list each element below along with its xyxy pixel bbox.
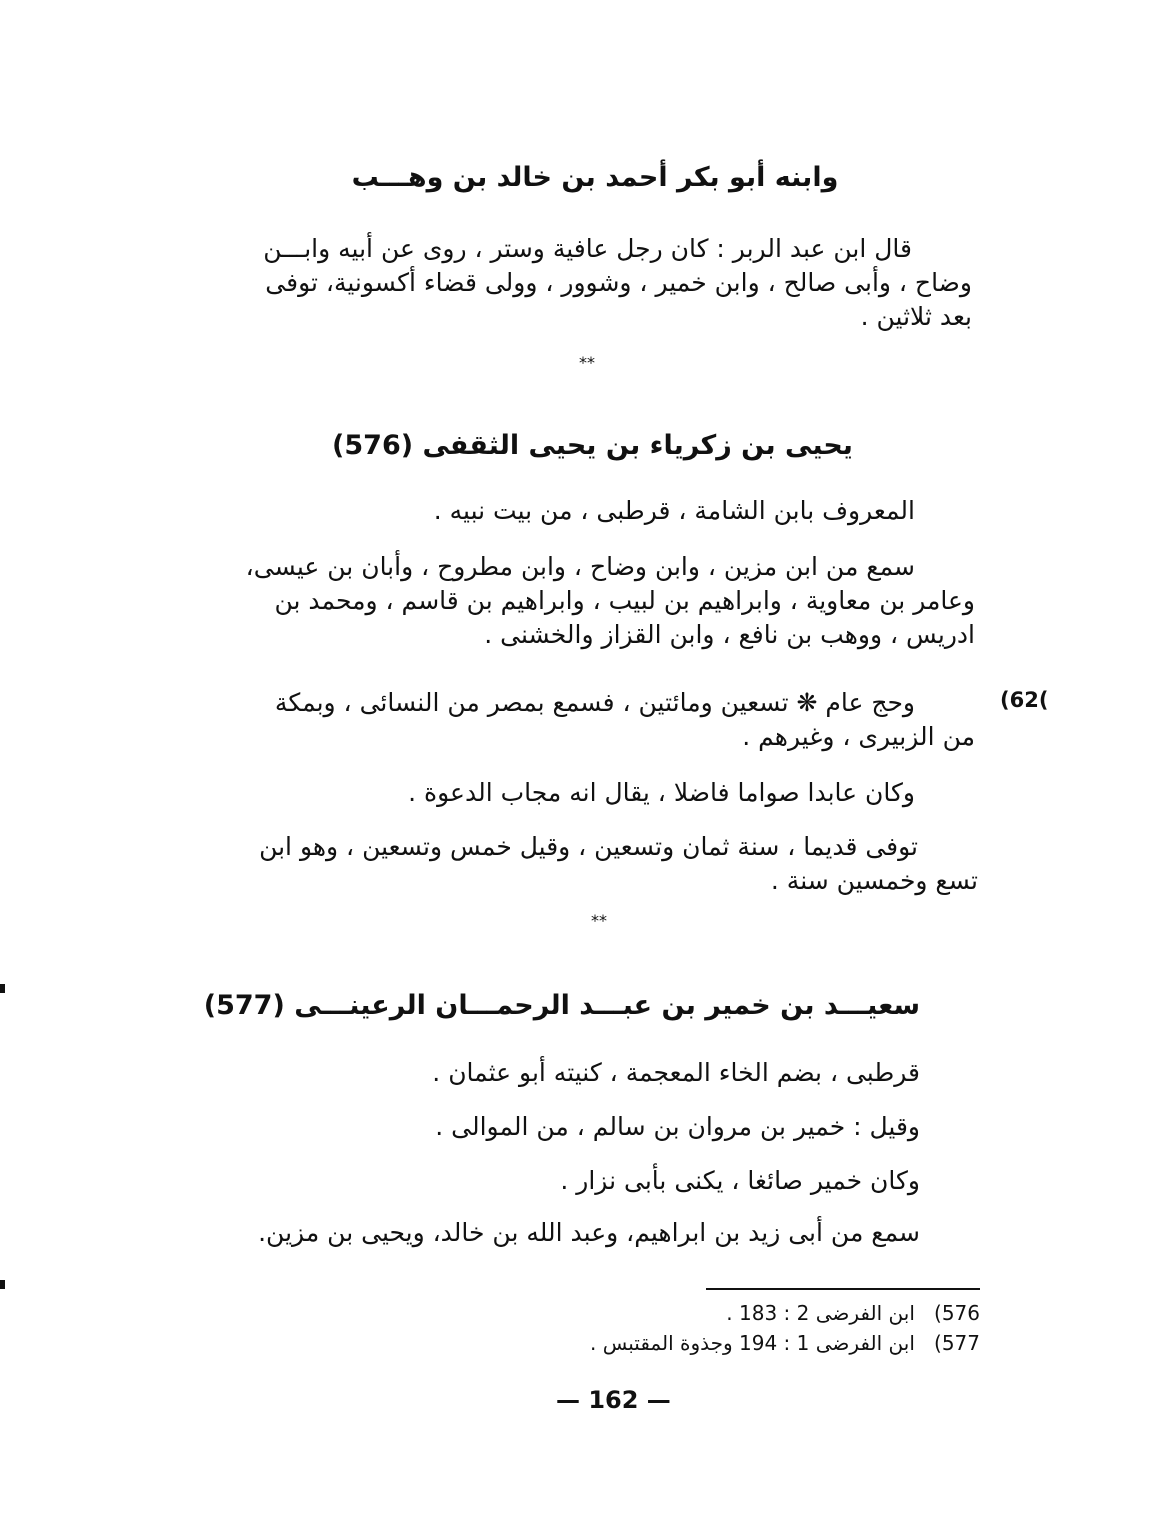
footnote-ref: 576): [934, 1301, 980, 1325]
footnote: [520, 1300, 980, 1326]
text-line: ادريس ، ووهب بن نافع ، وابن القزاز والخشنى .: [484, 620, 975, 649]
entry-heading: وابنه أبو بكر أحمد بن خالد بن وهـــب: [351, 162, 839, 193]
entry-paragraph: [220, 1216, 980, 1250]
text-line: وحج عام ❋ تسعين ومائتين ، فسمع بمصر من النسائى ، وبمكة: [274, 688, 915, 717]
section-separator: **: [579, 353, 595, 372]
margin-marker-number: 62: [1009, 688, 1039, 712]
entry-heading: سعيـــد بن خمير بن عبـــد الرحمـــان الرعينـــى (577): [203, 990, 920, 1021]
entry-paragraph: [212, 232, 972, 334]
footnote-ref: 577): [934, 1331, 980, 1355]
text-line: المعروف بابن الشامة ، قرطبى ، من بيت نبيه .: [433, 496, 915, 525]
text-line: وقيل : خمير بن مروان بن سالم ، من الموالى .: [435, 1112, 920, 1141]
page-number: — 162 —: [556, 1386, 671, 1414]
text-line: قرطبى ، بضم الخاء المعجمة ، كنيته أبو عثمان .: [432, 1058, 920, 1087]
text-line: قال ابن عبد الربر : كان رجل عافية وستر ، روى عن أبيه وابـــن: [263, 234, 912, 263]
footnote-text: ابن الفرضى 2 : 183 .: [726, 1301, 915, 1325]
entry-paragraph: [215, 686, 975, 754]
text-line: بعد ثلاثين .: [860, 302, 972, 331]
entry-paragraph: [220, 1164, 980, 1198]
entry-paragraph: [218, 830, 978, 898]
entry-paragraph: [215, 550, 975, 652]
text-line: سمع من أبى زيد بن ابراهيم، وعبد الله بن خالد، ويحيى بن مزين.: [258, 1218, 920, 1247]
text-line: توفى قديما ، سنة ثمان وتسعين ، وقيل خمس وتسعين ، وهو ابن: [259, 832, 918, 861]
text-line: سمع من ابن مزين ، وابن وضاح ، وابن مطروح ، وأبان بن عيسى،: [245, 552, 915, 581]
footnote-rule: [706, 1288, 980, 1290]
footnote: [520, 1330, 980, 1356]
entry-paragraph: [220, 1056, 980, 1090]
text-line: وكان عابدا صواما فاضلا ، يقال انه مجاب الدعوة .: [408, 778, 915, 807]
margin-marker: (62(: [1000, 688, 1049, 712]
text-line: من الزبيرى ، وغيرهم .: [742, 722, 975, 751]
text-line: وكان خمير صائغا ، يكنى بأبى نزار .: [560, 1166, 920, 1195]
section-separator: **: [591, 911, 607, 930]
text-line: وعامر بن معاوية ، وابراهيم بن لبيب ، وابراهيم بن قاسم ، ومحمد بن: [274, 586, 975, 615]
text-line: وضاح ، وأبى صالح ، وابن خمير ، وشوور ، وولى قضاء أكسونية، توفى: [265, 268, 972, 297]
scan-speck: [0, 1280, 5, 1289]
text-line: تسع وخمسين سنة .: [770, 866, 978, 895]
footnote-text: ابن الفرضى 1 : 194 وجذوة المقتبس .: [590, 1331, 915, 1355]
entry-paragraph: [215, 776, 975, 810]
entry-paragraph: [220, 1110, 980, 1144]
entry-paragraph: [215, 494, 975, 528]
scan-speck: [0, 984, 5, 993]
entry-heading: يحيى بن زكرياء بن يحيى الثقفى (576): [332, 430, 853, 461]
